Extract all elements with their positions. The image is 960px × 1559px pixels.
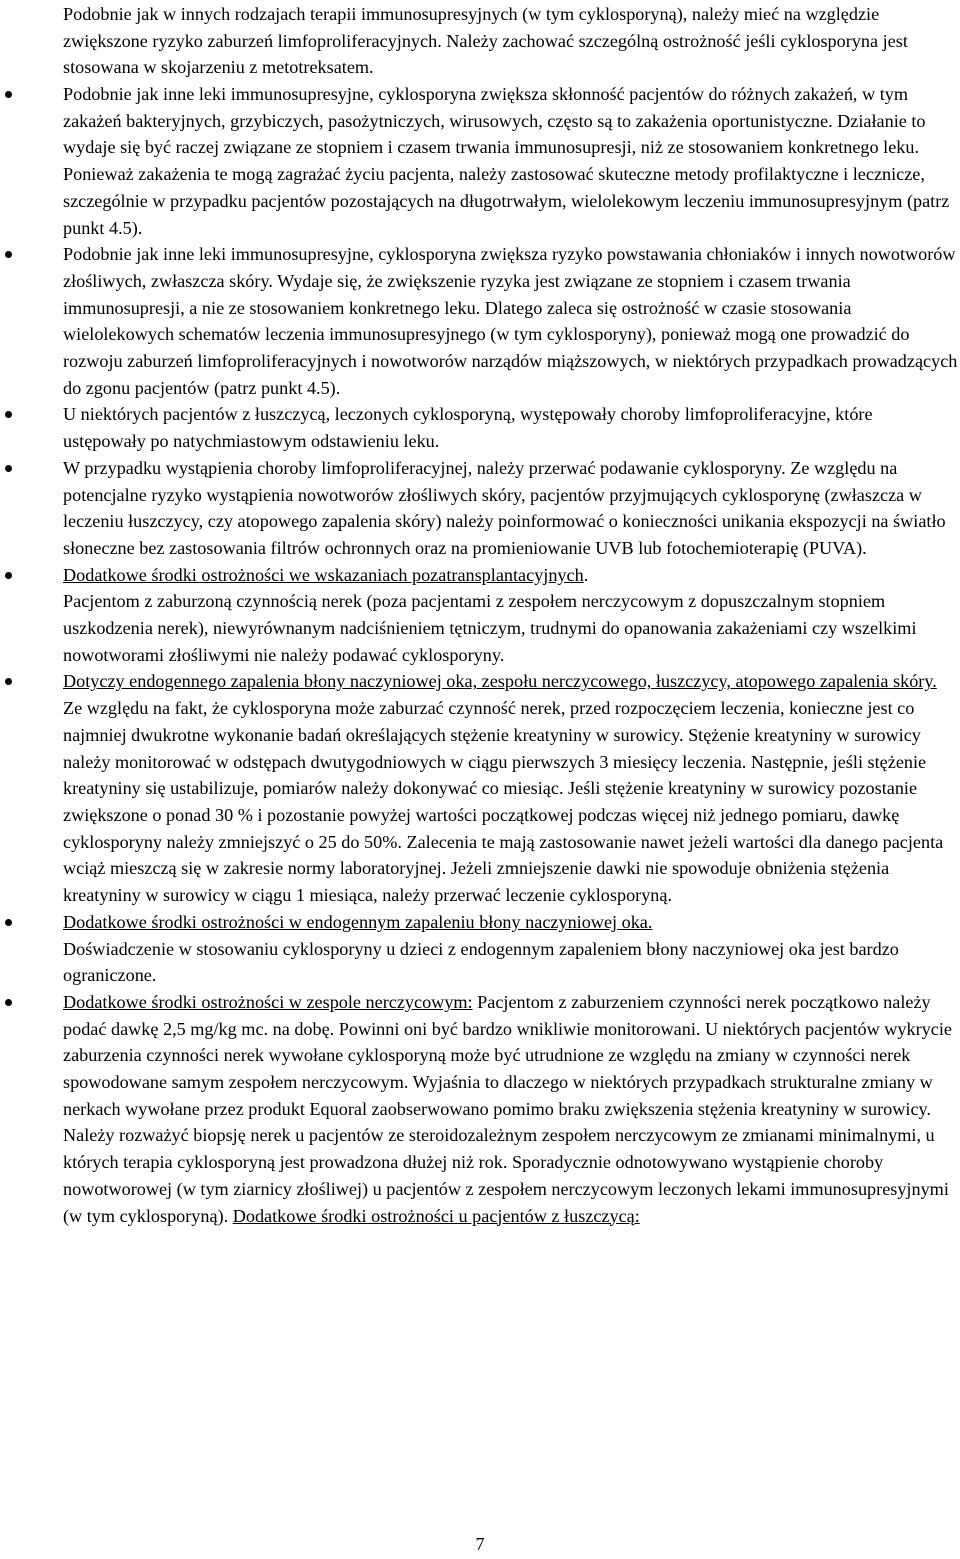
list-item-lymphoma xyxy=(63,241,958,401)
list-item-nephrotic xyxy=(63,989,958,1229)
section-body: Doświadczenie w stosowaniu cyklosporyny u dzieci z endogennym zapaleniem błony naczyniowej oka jest bardzo ograniczone. xyxy=(63,938,899,986)
list-item-infections xyxy=(63,81,958,241)
bullet-icon xyxy=(5,678,12,685)
section-heading: Dodatkowe środki ostrożności w zespole nerczycowym: xyxy=(63,991,473,1012)
precautions-list xyxy=(63,81,958,1229)
section-body: Pacjentom z zaburzoną czynnością nerek (poza pacjentami z zespołem nerczycowym z dopuszczalnym stopniem uszkodzenia nerek), niewyrównanym nadciśnieniem tętniczym, trudnymi do opanowania zakażeniami czy wszelkimi nowotworami złośliwymi nie należy podawać cyklosporyny. xyxy=(63,591,917,665)
section-body: Ze względu na fakt, że cyklosporyna może zaburzać czynność nerek, przed rozpoczęciem leczenia, konieczne jest co najmniej dwukrotne wykonanie badań określających stężenie kreatyniny w surowicy. Stężenie kreatyniny w surowicy należy monitorować w odstępach dwutygodniowych w ciągu pierwszych 3 miesięcy leczenia. Następnie, jeśli stężenie kreatyniny się ustabilizuje, pomiarów należy dokonywać co miesiąc. Jeśli stężenie kreatyniny w surowicy pozostanie zwiększone o ponad 30 % i pozostanie powyżej wartości początkowej podczas więcej niż jednego pomiaru, dawkę cyklosporyny należy zmniejszyć o 25 do 50%. Zalecenia te mają zastosowanie nawet jeżeli wartości dla danego pacjenta wciąż mieszczą się w zakresie normy laboratoryjnej. Jeżeli zmniejszenie dawki nie spowoduje obniżenia stężenia kreatyniny w surowicy w ciągu 1 miesiąca, należy przerwać leczenie cyklosporyną. xyxy=(63,698,944,906)
list-item-psoriasis-lymphoproliferative xyxy=(63,401,958,454)
section-body: Pacjentom z zaburzeniem czynności nerek początkowo należy podać dawkę 2,5 mg/kg mc. na dobę. Powinni oni być bardzo wnikliwie monitorowani. U niektórych pacjentów wykrycie zaburzenia czynności nerek wywołane cyklosporyną może być utrudnione ze względu na zmiany w czynności nerek spowodowane samym zespołem nerczycowym. Wyjaśnia to dlaczego w niektórych przypadkach strukturalne zmiany w nerkach wywołane przez produkt Equoral zaobserwowano pomimo braku zwiększenia stężenia kreatyniny w surowicy. Należy rozważyć biopsję nerek u pacjentów ze steroidozależnym zespołem nerczycowym ze zmianami minimalnymi, u których terapia cyklosporyną jest prowadzona dłużej niż rok. Sporadycznie odnotowywano wystąpienie choroby nowotworowej (w tym ziarnicy złośliwej) u pacjentów z zespołem nerczycowym leczonych lekami immunosupresyjnymi (w tym cyklosporyną). xyxy=(63,991,952,1226)
list-item-non-transplant xyxy=(63,562,958,669)
list-item-text: U niektórych pacjentów z łuszczycą, leczonych cyklosporyną, występowały choroby limfoproliferacyjne, które ustępowały po natychmiastowym odstawieniu leku. xyxy=(63,404,873,452)
bullet-icon xyxy=(5,91,12,98)
list-item-renal-monitoring xyxy=(63,668,958,908)
page-number: 7 xyxy=(475,1534,485,1554)
section-heading: Dodatkowe środki ostrożności we wskazaniach pozatransplantacyjnych xyxy=(63,564,584,585)
section-heading-suffix: . xyxy=(583,564,589,585)
list-item-text: Podobnie jak inne leki immunosupresyjne, cyklosporyna zwiększa skłonność pacjentów do różnych zakażeń, w tym zakażeń bakteryjnych, grzybiczych, pasożytniczych, wirusowych, często są to zakażenia oportunistyczne. Działanie to wydaje się być raczej związane ze stopniem i czasem trwania immunosupresji, niż ze stosowaniem konkretnego leku. Ponieważ zakażenia te mogą zagrażać życiu pacjenta, należy zastosować skuteczne metody profilaktyczne i lecznicze, szczególnie w przypadku pacjentów pozostających na długotrwałym, wielolekowym leczeniu immunosupresyjnym (patrz punkt 4.5). xyxy=(63,84,950,238)
list-item-text: Podobnie jak inne leki immunosupresyjne, cyklosporyna zwiększa ryzyko powstawania chłoniaków i innych nowotworów złośliwych, zwłaszcza skóry. Wydaje się, że zwiększenie ryzyka jest związane ze stopniem i czasem trwania immunosupresji, a nie ze stosowaniem konkretnego leku. Dlatego zaleca się ostrożność w czasie stosowania wielolekowych schematów leczenia immunosupresyjnego (w tym cyklosporyny), ponieważ mogą one prowadzić do rozwoju zaburzeń limfoproliferacyjnych i nowotworów narządów miąższowych, w niektórych przypadkach prowadzących do zgonu pacjentów (patrz punkt 4.5). xyxy=(63,244,958,398)
bullet-icon xyxy=(5,251,12,258)
bullet-icon xyxy=(5,465,12,472)
bullet-icon xyxy=(5,572,12,579)
list-item-text: W przypadku wystąpienia choroby limfoproliferacyjnej, należy przerwać podawanie cyklosporyny. Ze względu na potencjalne ryzyko wystąpienia nowotworów złośliwych skóry, pacjentów przyjmujących cyklosporynę (zwłaszcza w leczeniu łuszczycy, czy atopowego zapalenia skóry) należy poinformować o konieczności unikania ekspozycji na światło słoneczne bez zastosowania filtrów ochronnych oraz na promieniowanie UVB lub fotochemioterapię (PUVA). xyxy=(63,457,946,558)
section-heading: Dotyczy endogennego zapalenia błony naczyniowej oka, zespołu nerczycowego, łuszczycy, atopowego zapalenia skóry. xyxy=(63,671,937,692)
list-item-skin-cancer xyxy=(63,455,958,562)
bullet-icon xyxy=(5,919,12,926)
bullet-icon xyxy=(5,999,12,1006)
section-heading: Dodatkowe środki ostrożności w endogennym zapaleniu błony naczyniowej oka. xyxy=(63,911,653,932)
intro-paragraph: Podobnie jak w innych rodzajach terapii immunosupresyjnych (w tym cyklosporyną), należy mieć na względzie zwiększone ryzyko zaburzeń limfoproliferacyjnych. Należy zachować szczególną ostrożność jeśli cyklosporyna jest stosowana w skojarzeniu z metotreksatem. xyxy=(63,4,908,78)
psoriasis-precautions-heading: Dodatkowe środki ostrożności u pacjentów z łuszczycą: xyxy=(232,1205,640,1226)
bullet-icon xyxy=(5,411,12,418)
list-item-uveitis xyxy=(63,909,958,989)
